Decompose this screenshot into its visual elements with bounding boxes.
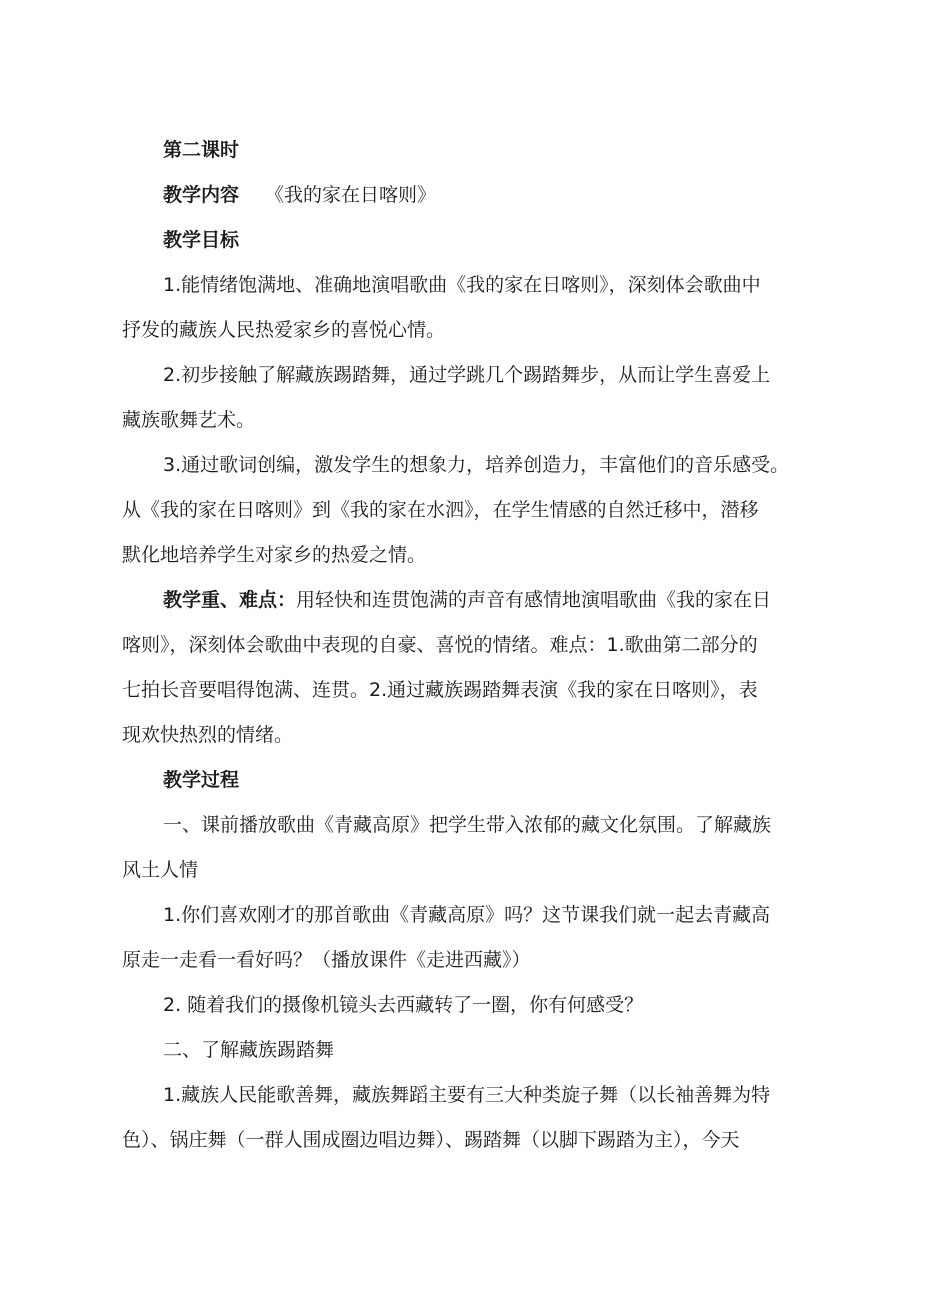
goal-2-line-2: 藏族歌舞艺术。: [122, 409, 256, 431]
goal-1: [122, 263, 828, 353]
teaching-process-heading: 教学过程: [163, 769, 240, 791]
process-step-1-item-2: 2. 随着我们的摄像机镜头去西藏转了一圈，你有何感受？: [163, 994, 644, 1016]
goal-2-line-1: 2.初步接触了解藏族踢踏舞，通过学跳几个踢踏舞步，从而让学生喜爱上: [163, 364, 771, 386]
lesson-title: 第二课时: [163, 139, 240, 161]
teaching-content-row: [122, 173, 828, 218]
goal-3-line-1: 3.通过歌词创编，激发学生的想象力，培养创造力，丰富他们的音乐感受。: [163, 454, 790, 476]
key-difficulty-line-3: 七拍长音要唱得饱满、连贯。2.通过藏族踢踏舞表演《我的家在日喀则》，表: [122, 679, 758, 701]
process-step-2-item-1-line-2: 色）、锅庄舞（一群人围成圈边唱边舞）、踢踏舞（以脚下踢踏为主），今天: [122, 1129, 740, 1151]
key-difficulty-line-1: [122, 578, 828, 623]
goal-3-line-3: 默化地培养学生对家乡的热爱之情。: [122, 544, 427, 566]
goal-2: [122, 353, 828, 443]
goal-1-line-1: 1.能情绪饱满地、准确地演唱歌曲《我的家在日喀则》，深刻体会歌曲中: [163, 274, 761, 296]
process-step-1-item-1: [122, 893, 828, 983]
key-difficulty-label: 教学重、难点：: [163, 589, 297, 611]
process-step-1-line-1: 一、课前播放歌曲《青藏高原》把学生带入浓郁的藏文化氛围。了解藏族: [163, 814, 772, 836]
key-difficulty-line-2: 喀则》，深刻体会歌曲中表现的自豪、喜悦的情绪。难点：1.歌曲第二部分的: [122, 634, 758, 656]
process-step-1: [122, 803, 828, 893]
goal-3-line-2: 从《我的家在日喀则》到《我的家在水泗》，在学生情感的自然迁移中，潜移: [122, 499, 759, 521]
process-step-1-line-2: 风土人情: [122, 859, 199, 881]
process-step-2-item-1: [122, 1073, 828, 1163]
document-page: [122, 128, 828, 1163]
teaching-goals-heading: 教学目标: [163, 229, 240, 251]
key-difficulty-section: [122, 578, 828, 758]
goal-3: [122, 443, 828, 578]
process-step-2-heading: 二、了解藏族踢踏舞: [163, 1039, 335, 1061]
key-difficulty-line-4: 现欢快热烈的情绪。: [122, 724, 294, 746]
key-difficulty-text-1: 用轻快和连贯饱满的声音有感情地演唱歌曲《我的家在日: [296, 589, 772, 611]
process-step-2-item-1-line-1: 1.藏族人民能歌善舞，藏族舞蹈主要有三大种类旋子舞（以长袖善舞为特: [163, 1084, 771, 1106]
process-step-1-item-1-line-1: 1.你们喜欢刚才的那首歌曲《青藏高原》吗？这节课我们就一起去青藏高: [163, 904, 771, 926]
teaching-content-value: 《我的家在日喀则》: [265, 184, 437, 206]
teaching-content-label: 教学内容: [163, 184, 240, 206]
goal-1-line-2: 抒发的藏族人民热爱家乡的喜悦心情。: [122, 319, 446, 341]
process-step-1-item-1-line-2: 原走一走看一看好吗？（播放课件《走进西藏》）: [122, 949, 531, 971]
